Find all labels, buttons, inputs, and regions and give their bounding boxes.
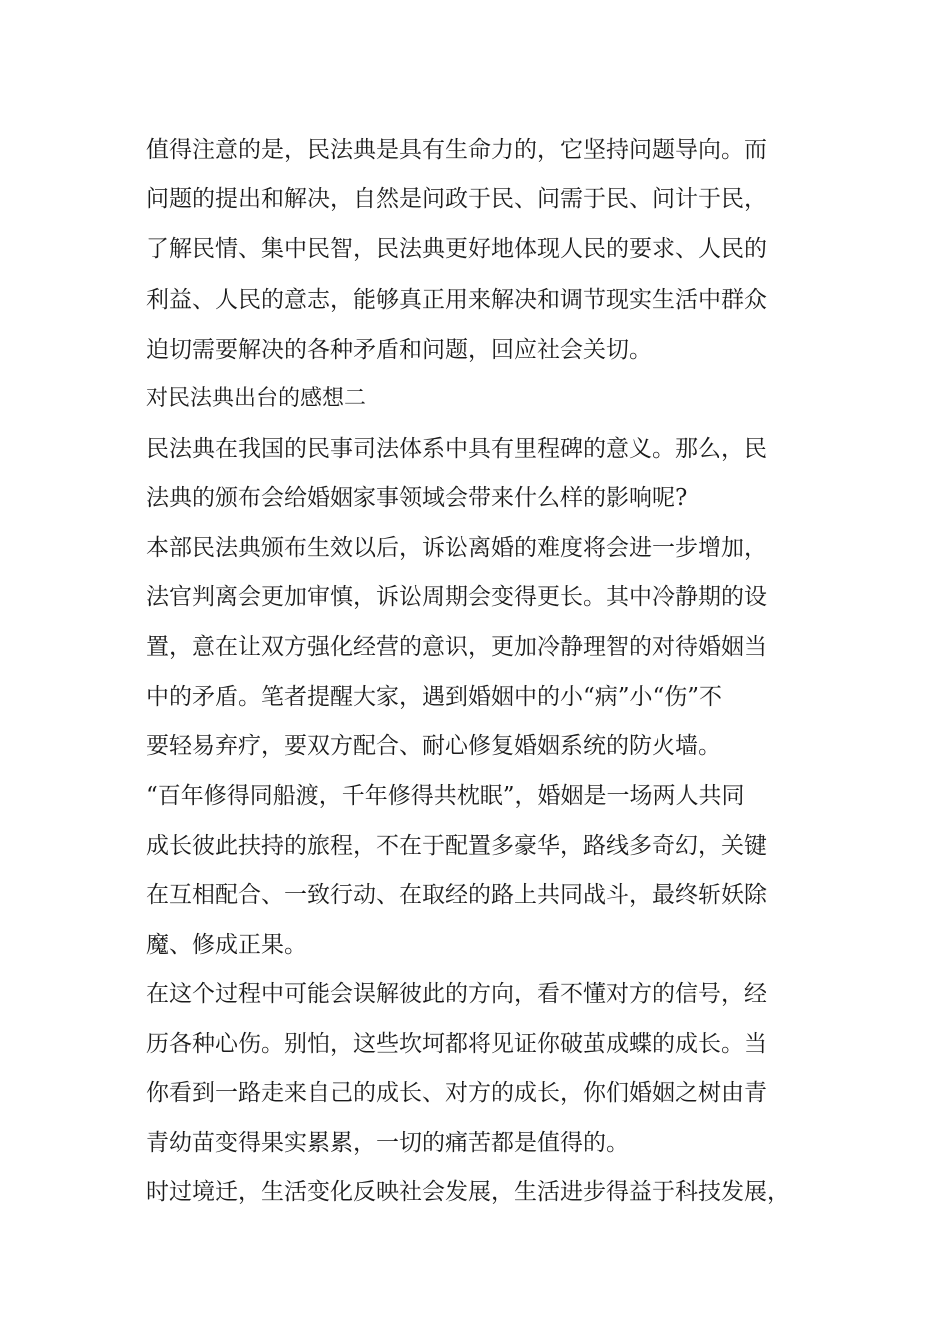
text-line: 问题的提出和解决，自然是问政于民、问需于民、问计于民， bbox=[146, 186, 767, 212]
text-line: 值得注意的是，民法典是具有生命力的，它坚持问题导向。而 bbox=[146, 137, 767, 163]
text-line: 法典的颁布会给婚姻家事领域会带来什么样的影响呢? bbox=[146, 485, 688, 511]
text-line: 时过境迁，生活变化反映社会发展，生活进步得益于科技发展， bbox=[146, 1179, 790, 1205]
text-line: 成长彼此扶持的旅程，不在于配置多豪华，路线多奇幻，关键 bbox=[146, 833, 767, 859]
text-line: “百年修得同船渡，千年修得共枕眠”，婚姻是一场两人共同 bbox=[146, 783, 745, 809]
text-line: 了解民情、集中民智，民法典更好地体现人民的要求、人民的 bbox=[146, 236, 767, 262]
text-line: 法官判离会更加审慎，诉讼周期会变得更长。其中冷静期的设 bbox=[146, 584, 767, 610]
text-line: 在互相配合、一致行动、在取经的路上共同战斗，最终斩妖除 bbox=[146, 882, 767, 908]
text-line: 在这个过程中可能会误解彼此的方向，看不懂对方的信号，经 bbox=[146, 981, 767, 1007]
text-line: 中的矛盾。笔者提醒大家，遇到婚姻中的小“病”小“伤”不 bbox=[146, 684, 723, 710]
text-line: 迫切需要解决的各种矛盾和问题，回应社会关切。 bbox=[146, 337, 652, 363]
text-line: 民法典在我国的民事司法体系中具有里程碑的意义。那么，民 bbox=[146, 436, 767, 462]
text-line: 本部民法典颁布生效以后，诉讼离婚的难度将会进一步增加， bbox=[146, 535, 767, 561]
text-line: 置，意在让双方强化经营的意识，更加冷静理智的对待婚姻当 bbox=[146, 634, 767, 660]
text-line: 你看到一路走来自己的成长、对方的成长，你们婚姻之树由青 bbox=[146, 1080, 767, 1106]
text-line: 历各种心伤。别怕，这些坎坷都将见证你破茧成蝶的成长。当 bbox=[146, 1031, 767, 1057]
section-heading: 对民法典出台的感想二 bbox=[146, 386, 367, 411]
text-line: 青幼苗变得果实累累，一切的痛苦都是值得的。 bbox=[146, 1130, 629, 1156]
text-line: 利益、人民的意志，能够真正用来解决和调节现实生活中群众 bbox=[146, 287, 767, 313]
text-line: 魔、修成正果。 bbox=[146, 932, 307, 958]
text-line: 要轻易弃疗，要双方配合、耐心修复婚姻系统的防火墙。 bbox=[146, 733, 721, 759]
